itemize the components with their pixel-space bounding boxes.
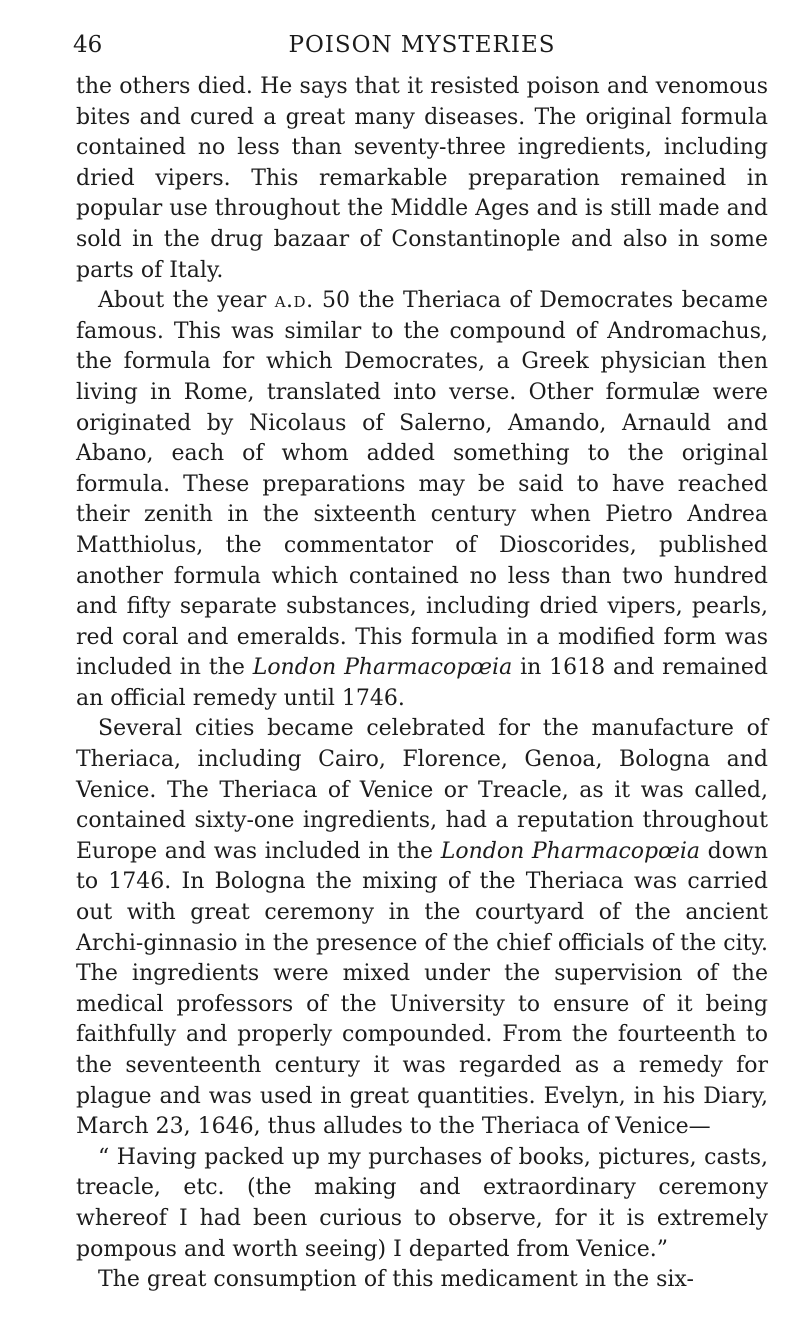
- paragraph-2-start: About the year: [98, 288, 275, 314]
- paragraph-3-start: Several cities became celebrated for the manufacture of Theriaca, including Cairo, Florence, Genoa, Bologna and Venice. The Theriaca of Venice or Treacle, as it was called, contained sixty-one ingredients, had a reputation throughout Europe and was included in the: [76, 716, 768, 864]
- book-title-italic: London Pharmacopœia: [440, 838, 701, 864]
- era-abbreviation: a.d.: [274, 288, 314, 314]
- paragraph-3-end: down to 1746. In Bologna the mixing of the Theriaca was carried out with great ceremony in the courtyard of the ancient Archi-ginnasio in the presence of the chief officials of the city. The ingredients were mixed under the supervision of the medical professors of the University to ensure of it being faithfully and properly compounded. From the fourteenth to the seventeenth century it was regarded as a remedy for plague and was used in great quantities. Evelyn, in his Diary, March 23, 1646, thus alludes to the Theriaca of Venice—: [76, 838, 769, 1140]
- block-quote: “ Having packed up my purchases of books, pictures, casts, treacle, etc. (the making and extraordinary ceremony whereof I had been curious to observe, for it is extremely pompous and worth seeing) I departed from Venice.”: [76, 1144, 768, 1262]
- book-page: [73, 28, 769, 1296]
- book-title-italic: London Pharmacopœia: [252, 655, 513, 681]
- page-number: 46: [73, 32, 103, 58]
- running-title: POISON MYSTERIES: [288, 32, 556, 58]
- paragraph-2-end: in 1618 and remained an official remedy until 1746.: [76, 655, 768, 711]
- body-text: [76, 72, 768, 1296]
- paragraph-2-middle: 50 the Theriaca of Democrates became famous. This was similar to the compound of Andromachus, the formula for which Democrates, a Greek physician then living in Rome, translated into verse. Other formulæ were originated by Nicolaus of Salerno, Amando, Arnauld and Abano, each of whom added something to the original formula. These preparations may be said to have reached their zenith in the sixteenth century when Pietro Andrea Matthiolus, the commentator of Dioscorides, published another formula which contained no less than two hundred and fifty separate substances, including dried vipers, pearls, red coral and emeralds. This formula in a modified form was included in the: [76, 288, 768, 681]
- paragraph-3: [76, 714, 768, 1142]
- page-header: [73, 28, 768, 72]
- paragraph-4: The great consumption of this medicament in the six-: [98, 1267, 694, 1293]
- paragraph-2: [76, 286, 768, 714]
- paragraph-1: the others died. He says that it resisted poison and venomous bites and cured a great many diseases. The original formula contained no less than seventy-three ingredients, including dried vipers. This remarkable preparation remained in popular use throughout the Middle Ages and is still made and sold in the drug bazaar of Constantinople and also in some parts of Italy.: [76, 74, 768, 283]
